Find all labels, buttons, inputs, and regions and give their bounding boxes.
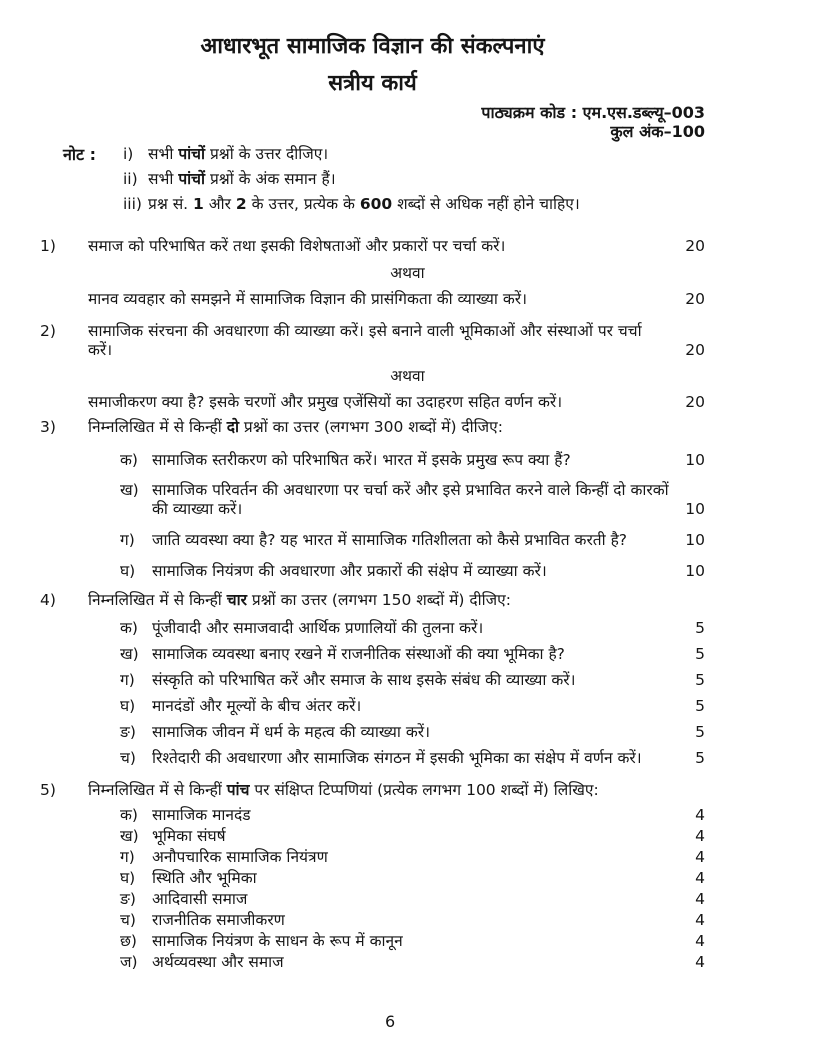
sub-item-letter: क) bbox=[120, 806, 138, 824]
marks-value: 4 bbox=[695, 932, 705, 950]
sub-item-text: सामाजिक नियंत्रण के साधन के रूप में कानून bbox=[152, 932, 403, 950]
marks-value: 10 bbox=[685, 531, 705, 549]
note-text-segment: प्रश्नों के अंक समान हैं। bbox=[205, 170, 336, 188]
question-text: समाजीकरण क्या है? इसके चरणों और प्रमुख एजेंसियों का उदाहरण सहित वर्णन करें। bbox=[88, 393, 563, 411]
question-5-item-g bbox=[120, 932, 705, 951]
question-5-item-f bbox=[120, 911, 705, 930]
header-segment: निम्नलिखित में से किन्हीं bbox=[88, 418, 227, 436]
question-number bbox=[40, 290, 88, 309]
marks-value: 5 bbox=[695, 671, 705, 689]
sub-item-text: स्थिति और भूमिका bbox=[152, 869, 257, 887]
sub-item-letter: च) bbox=[120, 911, 136, 929]
sub-item-text: सामाजिक स्तरीकरण को परिभाषित करें। भारत में इसके प्रमुख रूप क्या हैं? bbox=[152, 451, 571, 469]
marks-value: 5 bbox=[695, 723, 705, 741]
question-4-item-c bbox=[120, 671, 705, 690]
sub-item-text: सामाजिक जीवन में धर्म के महत्व की व्याख्या करें। bbox=[152, 723, 430, 741]
note-text-bold-segment: 1 bbox=[193, 195, 204, 213]
question-header-text bbox=[88, 781, 705, 800]
question-4-item-b bbox=[120, 645, 705, 664]
sub-item-text: सामाजिक मानदंड bbox=[152, 806, 251, 824]
note-text-segment: सभी bbox=[148, 170, 179, 188]
question-4-item-a bbox=[120, 619, 705, 638]
sub-item-text: भूमिका संघर्ष bbox=[152, 827, 226, 845]
marks-value: 20 bbox=[685, 290, 705, 308]
marks-value: 20 bbox=[685, 393, 705, 411]
header-segment: पर संक्षिप्त टिप्पणियां (प्रत्येक लगभग 100 शब्दों में) लिखिए: bbox=[249, 781, 599, 799]
note-item-1 bbox=[123, 145, 705, 164]
sub-item-text: जाति व्यवस्था क्या है? यह भारत में सामाजिक गतिशीलता को कैसे प्रभावित करती है? bbox=[152, 531, 628, 549]
question-5-item-h bbox=[120, 953, 705, 972]
header-segment: प्रश्नों का उत्तर (लगभग 300 शब्दों में) दीजिए: bbox=[239, 418, 503, 436]
question-4-item-e bbox=[120, 723, 705, 742]
marks-value: 4 bbox=[695, 911, 705, 929]
sub-item-text: पूंजीवादी और समाजवादी आर्थिक प्रणालियों की तुलना करें। bbox=[152, 619, 484, 637]
question-3-item-c bbox=[120, 531, 705, 550]
question-header-text bbox=[88, 591, 705, 610]
total-marks: कुल अंक–100 bbox=[610, 122, 705, 141]
marks-value: 4 bbox=[695, 890, 705, 908]
sub-item-letter: छ) bbox=[120, 932, 137, 950]
sub-item-letter: ग) bbox=[120, 671, 135, 689]
marks-value: 20 bbox=[685, 341, 705, 359]
sub-item-letter: ख) bbox=[120, 645, 139, 663]
note-item-text bbox=[148, 170, 705, 189]
page-title: आधारभूत सामाजिक विज्ञान की संकल्पनाएं bbox=[200, 34, 545, 59]
marks-value: 4 bbox=[695, 848, 705, 866]
marks-value: 5 bbox=[695, 749, 705, 767]
question-2-row bbox=[40, 322, 705, 360]
header-segment: प्रश्नों का उत्तर (लगभग 150 शब्दों में) दीजिए: bbox=[246, 591, 511, 609]
question-number: 5) bbox=[40, 781, 56, 799]
question-text: समाज को परिभाषित करें तथा इसकी विशेषताओं और प्रकारों पर चर्चा करें। bbox=[88, 237, 506, 255]
note-text-bold-segment: पांचों bbox=[178, 170, 206, 188]
course-info bbox=[40, 103, 705, 141]
course-code: पाठ्यक्रम कोड : एम.एस.डब्ल्यू–003 bbox=[481, 103, 705, 122]
note-item-number: ii) bbox=[123, 170, 138, 188]
question-5-item-c bbox=[120, 848, 705, 867]
header-segment: निम्नलिखित में से किन्हीं bbox=[88, 591, 227, 609]
note-item-text bbox=[148, 145, 705, 164]
note-text-segment: प्रश्न सं. bbox=[148, 195, 194, 213]
marks-value: 5 bbox=[695, 619, 705, 637]
sub-item-letter: ज) bbox=[120, 953, 138, 971]
marks-value: 4 bbox=[695, 827, 705, 845]
question-number: 2) bbox=[40, 322, 56, 340]
question-5-item-e bbox=[120, 890, 705, 909]
question-number: 1) bbox=[40, 237, 56, 255]
question-1-alt-row bbox=[40, 290, 705, 309]
sub-item-letter: ख) bbox=[120, 481, 139, 499]
note-text-segment: शब्दों से अधिक नहीं होने चाहिए। bbox=[392, 195, 580, 213]
sub-item-text: संस्कृति को परिभाषित करें और समाज के साथ इसके संबंध की व्याख्या करें। bbox=[152, 671, 576, 689]
marks-value: 4 bbox=[695, 806, 705, 824]
sub-item-letter: ङ) bbox=[120, 723, 136, 741]
sub-item-text: रिश्तेदारी की अवधारणा और सामाजिक संगठन में इसकी भूमिका का संक्षेप में वर्णन करें। bbox=[152, 749, 642, 767]
question-number bbox=[40, 393, 88, 412]
sub-item-text: सामाजिक परिवर्तन की अवधारणा पर चर्चा करें और इसे प्रभावित करने वाले किन्हीं दो कारकों की व्याख्या करें। bbox=[152, 481, 669, 518]
sub-item-letter: क) bbox=[120, 619, 138, 637]
note-item-text bbox=[148, 195, 705, 214]
note-item-2 bbox=[123, 170, 705, 189]
sub-item-text: अर्थव्यवस्था और समाज bbox=[152, 953, 284, 971]
marks-value: 4 bbox=[695, 953, 705, 971]
sub-item-letter: च) bbox=[120, 749, 136, 767]
question-5-item-d bbox=[120, 869, 705, 888]
question-4-header bbox=[40, 591, 705, 610]
or-separator: अथवा bbox=[390, 367, 425, 385]
sub-item-letter: ग) bbox=[120, 848, 135, 866]
question-2-alt-row bbox=[40, 393, 705, 412]
question-text: सामाजिक संरचना की अवधारणा की व्याख्या करें। इसे बनाने वाली भूमिकाओं और संस्थाओं पर चर्चा करें। bbox=[88, 322, 642, 359]
note-text-bold-segment: 600 bbox=[359, 195, 393, 213]
question-number: 3) bbox=[40, 418, 56, 436]
question-4-item-d bbox=[120, 697, 705, 716]
question-5-item-b bbox=[120, 827, 705, 846]
question-text: मानव व्यवहार को समझने में सामाजिक विज्ञान की प्रासंगिकता की व्याख्या करें। bbox=[88, 290, 527, 308]
sub-item-text: सामाजिक व्यवस्था बनाए रखने में राजनीतिक संस्थाओं की क्या भूमिका है? bbox=[152, 645, 565, 663]
marks-value: 20 bbox=[685, 237, 705, 255]
sub-item-letter: घ) bbox=[120, 869, 136, 887]
page-number: 6 bbox=[385, 1012, 396, 1031]
note-item-number: i) bbox=[123, 145, 134, 163]
marks-value: 5 bbox=[695, 645, 705, 663]
note-text-segment: सभी bbox=[148, 145, 179, 163]
note-section bbox=[40, 145, 705, 220]
question-3-item-a bbox=[120, 451, 705, 470]
question-5-header bbox=[40, 781, 705, 800]
sub-item-letter: ख) bbox=[120, 827, 139, 845]
sub-item-letter: क) bbox=[120, 451, 138, 469]
marks-value: 4 bbox=[695, 869, 705, 887]
question-3-item-d bbox=[120, 562, 705, 581]
or-separator: अथवा bbox=[390, 264, 425, 282]
question-1-row bbox=[40, 237, 705, 256]
marks-value: 10 bbox=[685, 562, 705, 580]
header-bold-segment: दो bbox=[226, 418, 239, 436]
sub-item-letter: घ) bbox=[120, 697, 136, 715]
question-header-text bbox=[88, 418, 705, 437]
sub-item-text: सामाजिक नियंत्रण की अवधारणा और प्रकारों की संक्षेप में व्याख्या करें। bbox=[152, 562, 547, 580]
question-3-item-b bbox=[120, 481, 705, 519]
note-label: नोट : bbox=[63, 145, 97, 164]
sub-item-text: अनौपचारिक सामाजिक नियंत्रण bbox=[152, 848, 328, 866]
sub-item-letter: ङ) bbox=[120, 890, 136, 908]
note-text-bold-segment: 2 bbox=[235, 195, 247, 213]
marks-value: 5 bbox=[695, 697, 705, 715]
marks-value: 10 bbox=[685, 451, 705, 469]
note-item-3 bbox=[123, 195, 705, 214]
note-item-number: iii) bbox=[123, 195, 142, 213]
sub-item-text: आदिवासी समाज bbox=[152, 890, 248, 908]
note-text-bold-segment: पांचों bbox=[178, 145, 206, 163]
page-subtitle: सत्रीय कार्य bbox=[328, 71, 417, 96]
note-items bbox=[123, 145, 705, 220]
marks-value: 10 bbox=[685, 500, 705, 518]
header-bold-segment: चार bbox=[226, 591, 247, 609]
question-4-item-f bbox=[120, 749, 705, 768]
question-number: 4) bbox=[40, 591, 56, 609]
note-text-segment: के उत्तर, प्रत्येक के bbox=[246, 195, 360, 213]
sub-item-text: राजनीतिक समाजीकरण bbox=[152, 911, 285, 929]
sub-item-letter: घ) bbox=[120, 562, 136, 580]
header-bold-segment: पांच bbox=[226, 781, 250, 799]
note-text-segment: प्रश्नों के उत्तर दीजिए। bbox=[205, 145, 329, 163]
question-5-item-a bbox=[120, 806, 705, 825]
question-3-header bbox=[40, 418, 705, 437]
sub-item-text: मानदंडों और मूल्यों के बीच अंतर करें। bbox=[152, 697, 362, 715]
note-text-segment: और bbox=[203, 195, 236, 213]
header-segment: निम्नलिखित में से किन्हीं bbox=[88, 781, 227, 799]
sub-item-letter: ग) bbox=[120, 531, 135, 549]
